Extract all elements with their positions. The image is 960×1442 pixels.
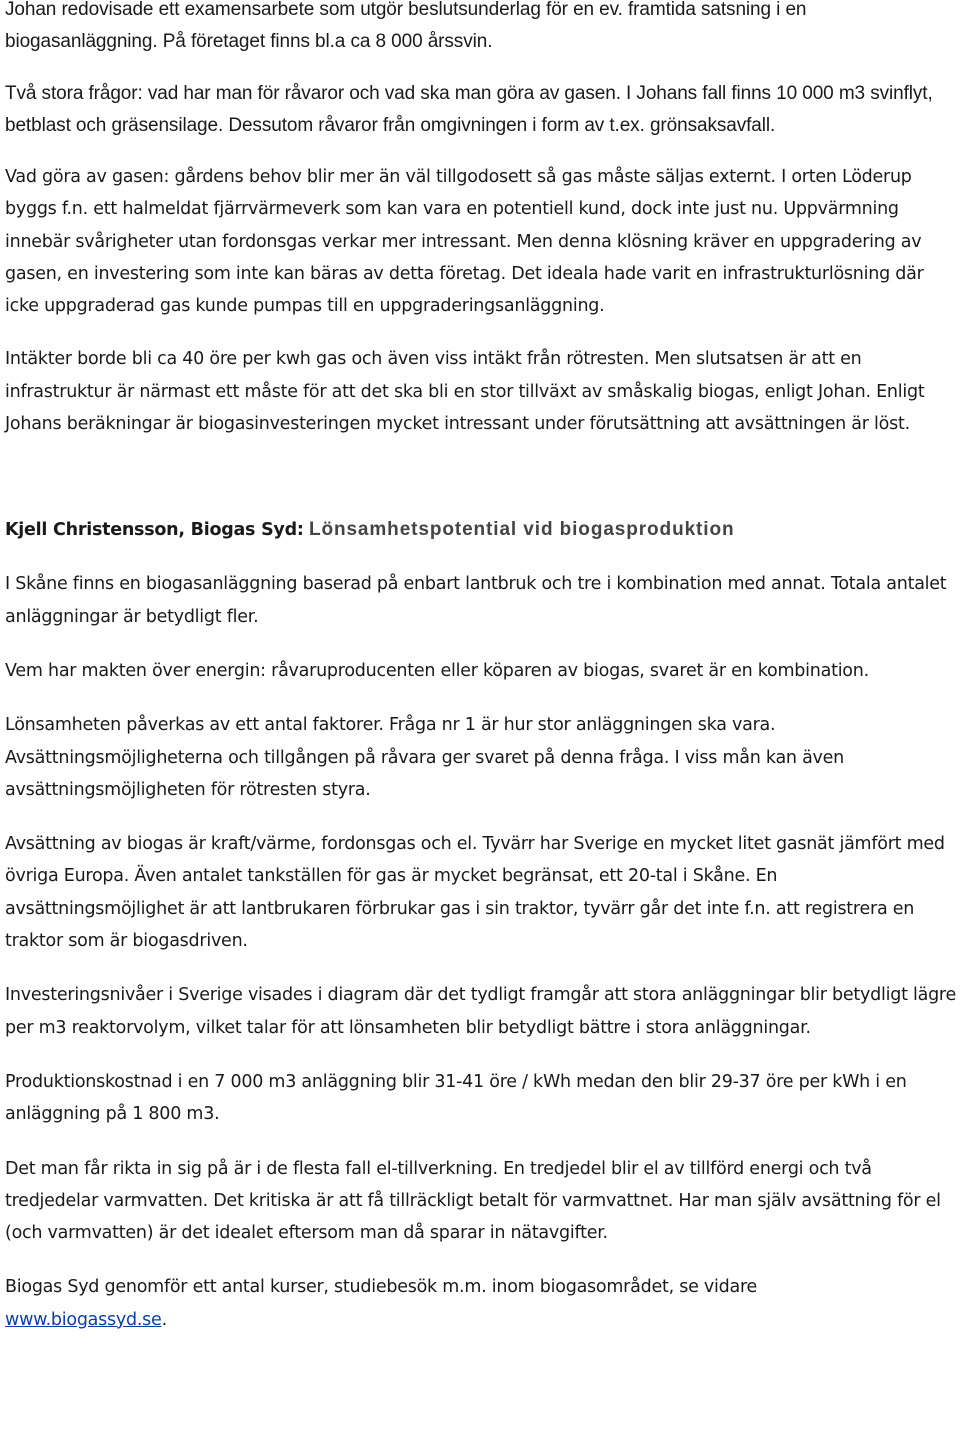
- heading-speaker: Kjell Christensson, Biogas Syd:: [5, 520, 304, 541]
- paragraph-avsattning: Avsättning av biogas är kraft/värme, fordonsgas och el. Tyvärr har Sverige en mycket litet gasnät jämfört med övriga Europa. Även antalet tankställen för gas är mycket begränsat, ett 20-tal i Skåne. En avsättningsmöjlighet är att lantbrukaren förbrukar gas i sin traktor, tyvärr går det inte f.n. att registrera en traktor som är biogasdriven.: [5, 834, 945, 952]
- biogas-syd-text: Biogas Syd genomför ett antal kurser, studiebesök m.m. inom biogasområdet, se vidare: [5, 1277, 758, 1298]
- biogassyd-link[interactable]: www.biogassyd.se: [5, 1309, 162, 1330]
- paragraph-examensarbete: Johan redovisade ett examensarbete som utgör beslutsunderlag för en ev. framtida satsning i en biogasanläggning. På företaget finns bl.a ca 8 000 årssvin.: [5, 0, 807, 52]
- paragraph-fragor: Två stora frågor: vad har man för råvaror och vad ska man göra av gasen. I Johans fall finns 10 000 m3 svinflyt, betblast och gräsensilage. Dessutom råvaror från omgivningen i form av t.ex. grönsaksavfall.: [5, 83, 933, 136]
- paragraph-gasen: Vad göra av gasen: gårdens behov blir mer än väl tillgodosett så gas måste säljas externt. I orten Löderup byggs f.n. ett halmeldat fjärrvärmeverk som kan vara en potentiell kund, dock inte just nu. Uppvärmning innebär svårigheter utan fordonsgas verkar mer intressant. Men denna klösning kräver en uppgradering av gasen, en investering som inte kan bäras av detta företag. Det ideala hade varit en infrastrukturlösning där icke uppgraderad gas kunde pumpas till en uppgraderingsanläggning.: [5, 167, 924, 317]
- link-period: .: [161, 1309, 167, 1330]
- paragraph-produktionskostnad: Produktionskostnad i en 7 000 m3 anläggning blir 31-41 öre / kWh medan den blir 29-37 öre per kWh i en anläggning på 1 800 m3.: [5, 1071, 907, 1125]
- section-heading: [5, 514, 957, 546]
- paragraph-lonsamheten: Lönsamheten påverkas av ett antal faktorer. Fråga nr 1 är hur stor anläggningen ska vara. Avsättningsmöjligheterna och tillgången på råvara ger svaret på denna fråga. I viss mån kan även avsättningsmöjligheten för rötresten styra.: [5, 715, 845, 800]
- document-page: [5, 0, 957, 1336]
- paragraph-makten: Vem har makten över energin: råvaruproducenten eller köparen av biogas, svaret är en kombination.: [5, 660, 869, 681]
- paragraph-intakter: Intäkter borde bli ca 40 öre per kwh gas och även viss intäkt från rötresten. Men slutsatsen är att en infrastruktur är närmast ett måste för att det ska bli en stor tillväxt av småskalig biogas, enligt Johan. Enligt Johans beräkningar är biogasinvesteringen mycket intressant under förutsättning att avsättningen är löst.: [5, 349, 925, 435]
- paragraph-skane: I Skåne finns en biogasanläggning baserad på enbart lantbruk och tre i kombination med annat. Totala antalet anläggningar är betydligt fler.: [5, 574, 947, 627]
- paragraph-investeringsnivaer: Investeringsnivåer i Sverige visades i diagram där det tydligt framgår att stora anläggningar blir betydligt lägre per m3 reaktorvolym, vilket talar för att lönsamheten blir betydligt bättre i stora anläggningar.: [5, 985, 957, 1038]
- paragraph-biogas-syd: [5, 1271, 957, 1336]
- paragraph-el-tillverkning: Det man får rikta in sig på är i de flesta fall el-tillverkning. En tredjedel blir el av tillförd energi och två tredjedelar varmvatten. Det kritiska är att få tillräckligt betalt för varmvattnet. Har man själv avsättning för el (och varmvatten) är det idealet eftersom man då sparar in nätavgifter.: [5, 1158, 941, 1244]
- heading-topic: Lönsamhetspotential vid biogasproduktion: [308, 519, 735, 541]
